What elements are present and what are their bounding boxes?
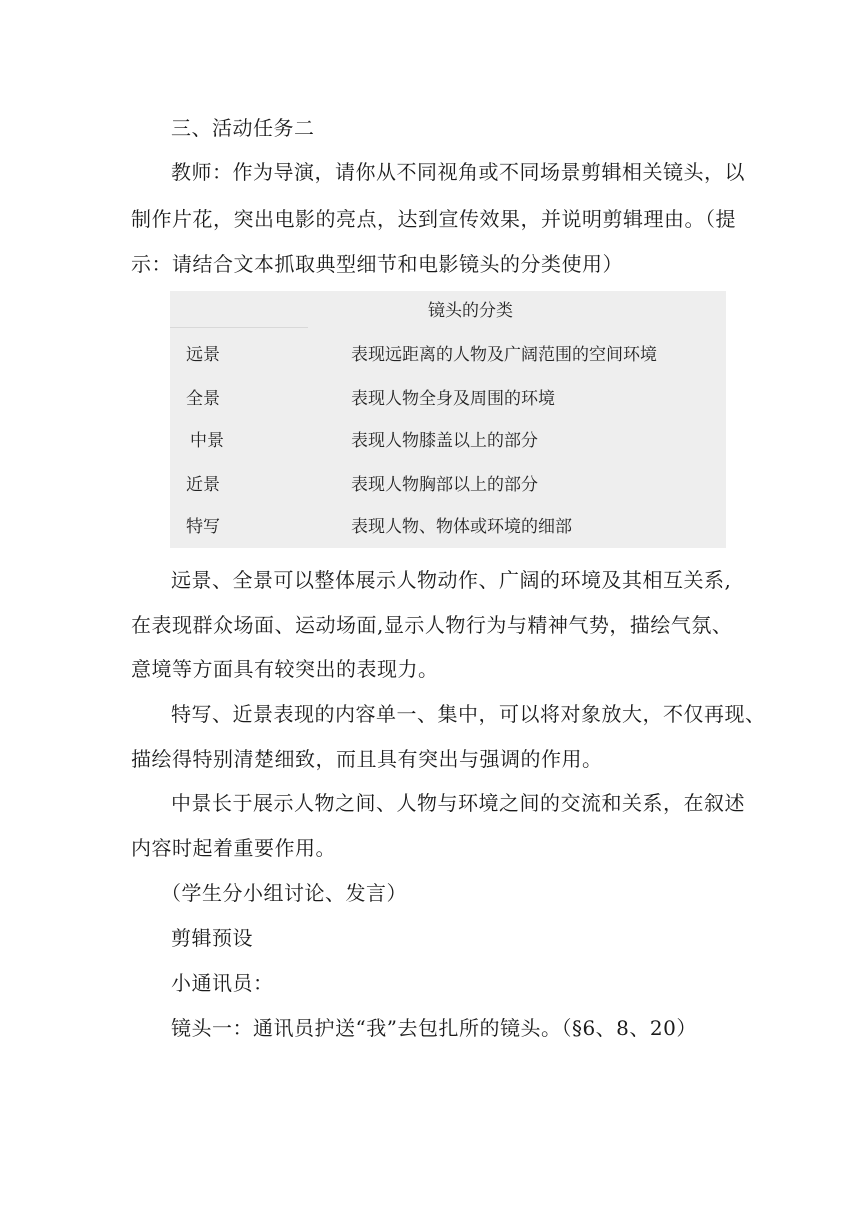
shot-table-row <box>170 472 726 498</box>
shot-description: 表现远距离的人物及广阔范围的空间环境 <box>351 345 657 365</box>
section-title: 三、活动任务二 <box>171 116 315 140</box>
shot-term: 全景 <box>186 389 220 409</box>
close-shots-paragraph-line-1: 特写、近景表现的内容单一、集中，可以将对象放大，不仅再现、 <box>171 702 766 726</box>
medium-shots-paragraph-line-2: 内容时起着重要作用。 <box>131 836 336 860</box>
shot-term: 近景 <box>186 475 220 495</box>
character-label: 小通讯员： <box>171 971 274 995</box>
medium-shots-paragraph-line-1: 中景长于展示人物之间、人物与环境之间的交流和关系，在叙述 <box>171 791 745 815</box>
shot-table-row <box>170 428 726 454</box>
shot-description: 表现人物、物体或环境的细部 <box>351 517 572 537</box>
shot-term: 特写 <box>186 517 220 537</box>
teacher-paragraph-line-2: 制作片花，突出电影的亮点，达到宣传效果，并说明剪辑理由。（提 <box>131 207 736 231</box>
shot-description: 表现人物胸部以上的部分 <box>351 475 538 495</box>
edit-preset-label: 剪辑预设 <box>171 926 253 950</box>
teacher-paragraph-line-1: 教师：作为导演，请你从不同视角或不同场景剪辑相关镜头，以 <box>171 160 745 184</box>
shot-table-header: 镜头的分类 <box>428 301 513 321</box>
shot-one-line: 镜头一：通讯员护送“我”去包扎所的镜头。（§6、8、20） <box>171 1016 697 1040</box>
shot-term: 中景 <box>190 431 224 451</box>
discussion-note: （学生分小组讨论、发言） <box>161 881 407 905</box>
close-shots-paragraph-line-2: 描绘得特别清楚细致，而且具有突出与强调的作用。 <box>131 747 603 771</box>
shot-table-divider <box>170 327 308 328</box>
long-shots-paragraph-line-1: 远景、全景可以整体展示人物动作、广阔的环境及其相互关系, <box>171 568 732 592</box>
shot-description: 表现人物全身及周围的环境 <box>351 389 555 409</box>
shot-table-row <box>170 514 726 540</box>
shot-description: 表现人物膝盖以上的部分 <box>351 431 538 451</box>
shot-type-table <box>170 291 726 548</box>
teacher-paragraph-line-3: 示：请结合文本抓取典型细节和电影镜头的分类使用） <box>131 252 623 276</box>
shot-table-row <box>170 386 726 412</box>
shot-table-row <box>170 342 726 368</box>
shot-term: 远景 <box>186 345 220 365</box>
long-shots-paragraph-line-3: 意境等方面具有较突出的表现力。 <box>131 657 439 681</box>
long-shots-paragraph-line-2: 在表现群众场面、运动场面,显示人物行为与精神气势，描绘气氛、 <box>131 613 733 637</box>
